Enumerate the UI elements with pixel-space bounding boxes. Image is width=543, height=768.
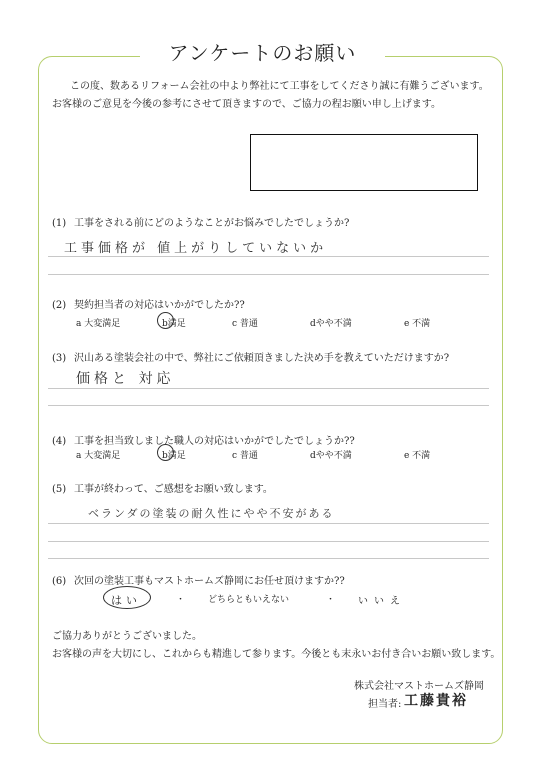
answer-line: [48, 558, 489, 559]
answer-line: [48, 256, 489, 257]
question-2-number: (2): [52, 300, 67, 311]
answer-1: 工事価格が 値上がりしていないか: [64, 241, 328, 256]
question-1-text: 工事をされる前にどのようなことがお悩みでしたでしょうか?: [74, 218, 350, 229]
answer-line: [48, 541, 489, 542]
question-1: [52, 214, 349, 229]
question-5: [52, 480, 273, 495]
q4-option-e: e 不満: [404, 451, 431, 461]
survey-title: アンケートのお願い: [140, 38, 385, 68]
answer-line: [48, 405, 489, 406]
q6-separator: ・: [326, 595, 336, 605]
q4-option-d: dやや不満: [310, 451, 352, 461]
q2-option-c: c 普通: [232, 319, 258, 329]
q4-selected-circle: [157, 444, 174, 461]
footer-thanks: ご協力ありがとうございました。: [52, 631, 202, 642]
q6-option-neutral: どちらともいえない: [208, 595, 290, 605]
question-4-number: (4): [52, 436, 67, 447]
question-6: [52, 572, 345, 587]
question-1-number: (1): [52, 218, 67, 229]
answer-line: [48, 523, 489, 524]
company-name: 株式会社マストホームズ静岡: [354, 681, 484, 692]
answer-3: 価格と 対応: [76, 371, 175, 387]
q4-option-a: a 大変満足: [76, 451, 121, 461]
q2-option-e: e 不満: [404, 319, 431, 329]
question-2: [52, 296, 245, 311]
intro-line-1: この度、数あるリフォーム会社の中より弊社にて工事をしてくださり誠に有難うございます。: [70, 81, 489, 92]
q6-option-yes: はい: [111, 594, 141, 607]
answer-line: [48, 274, 489, 275]
question-4: [52, 432, 355, 447]
question-6-text: 次回の塗装工事もマストホームズ静岡にお任せ頂けますか??: [74, 576, 345, 587]
q2-option-a: a 大変満足: [76, 319, 121, 329]
q4-option-c: c 普通: [232, 451, 258, 461]
question-6-number: (6): [52, 576, 67, 587]
q6-option-no: いいえ: [358, 596, 406, 607]
question-4-text: 工事を担当致しました職人の対応はいかがでしたでしょうか??: [74, 436, 355, 447]
question-3-number: (3): [52, 353, 67, 364]
answer-5: ベランダの塗装の耐久性にやや不安がある: [88, 507, 335, 520]
question-5-text: 工事が終わって、ご感想をお願い致します。: [74, 484, 273, 495]
footer-message: お客様の声を大切にし、これからも精進して参ります。今後とも末永いお付き合いお願い致します。: [52, 649, 501, 660]
intro-line-2: お客様のご意見を今後の参考にさせて頂きますので、ご協力の程お願い申し上げます。: [52, 99, 441, 110]
question-5-number: (5): [52, 484, 67, 495]
q2-selected-circle: [157, 312, 174, 329]
q2-option-b: b満足: [162, 319, 186, 329]
q6-selected-circle: [103, 586, 151, 609]
staff-signature: 工藤貴裕: [404, 693, 468, 709]
question-3-text: 沢山ある塗装会社の中で、弊社にご依頼頂きました決め手を教えていただけますか?: [74, 353, 450, 364]
q6-separator: ・: [176, 595, 186, 605]
staff-label: 担当者:: [368, 699, 402, 710]
question-2-text: 契約担当者の対応はいかがでしたか??: [74, 300, 245, 311]
q4-option-b: b満足: [162, 451, 186, 461]
question-3: [52, 349, 449, 364]
answer-line: [48, 388, 489, 389]
customer-name-box: [250, 134, 478, 191]
q2-option-d: dやや不満: [310, 319, 352, 329]
